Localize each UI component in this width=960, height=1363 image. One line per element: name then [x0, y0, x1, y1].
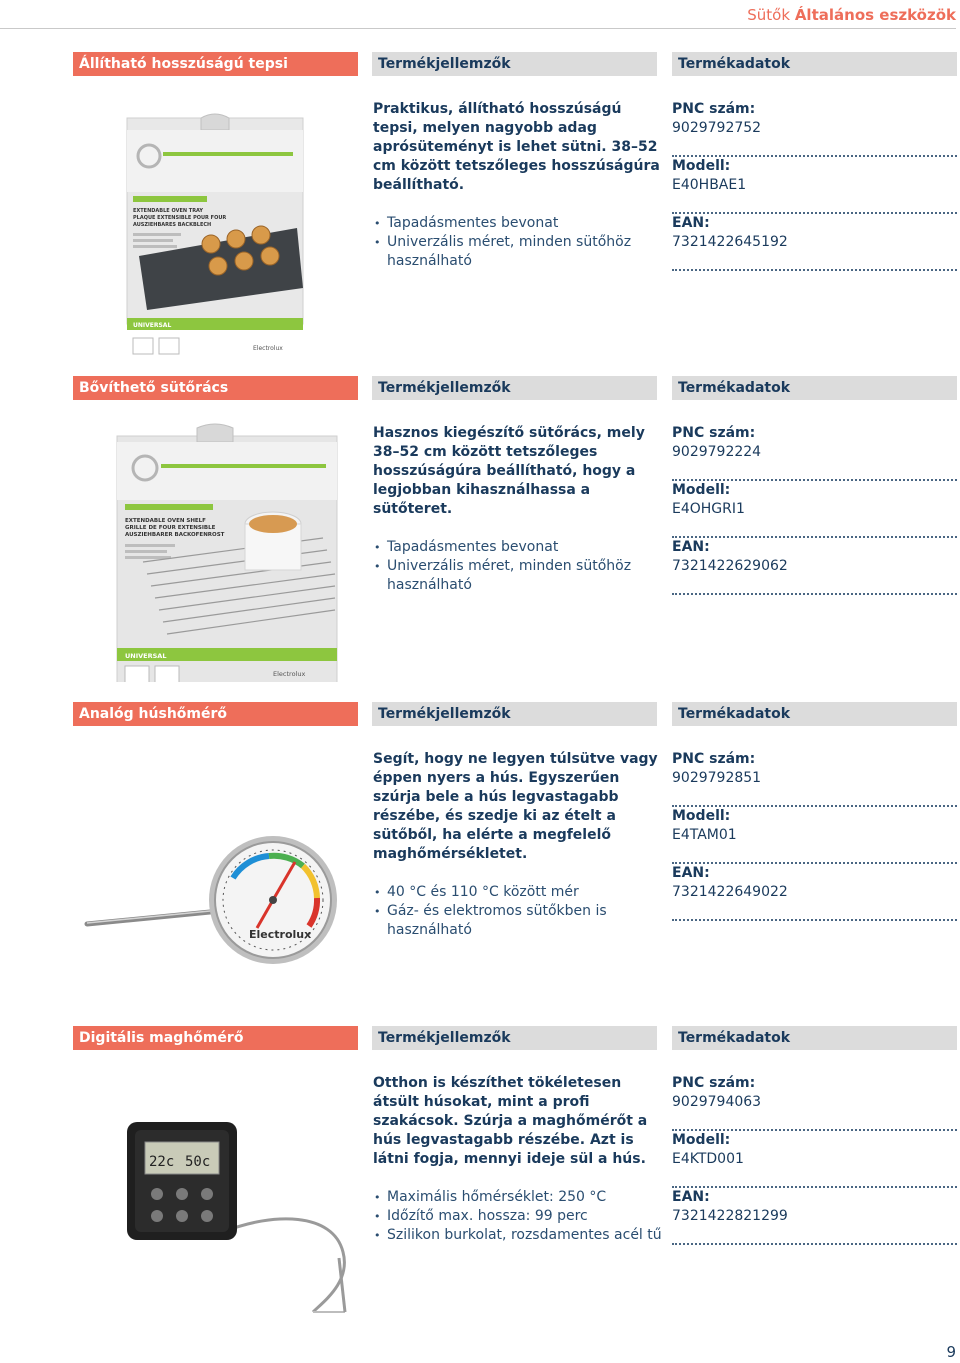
model-value: E4TAM01: [672, 827, 737, 843]
pnc-label: PNC szám:: [672, 425, 756, 441]
product-section-tray: [0, 52, 960, 372]
model-label: Modell:: [672, 158, 731, 174]
model-row: [672, 1131, 957, 1188]
features-heading: Termékjellemzők: [372, 702, 657, 726]
product-data: [672, 1074, 957, 1245]
product-image-tray: [73, 88, 358, 358]
page-header: [0, 0, 960, 30]
ean-value: 7321422821299: [672, 1208, 788, 1224]
ean-value: 7321422629062: [672, 558, 788, 574]
feature-item: • Tapadásmentes bevonat: [373, 538, 663, 557]
features-heading: Termékjellemzők: [372, 52, 657, 76]
pnc-value: 9029792224: [672, 444, 762, 460]
product-section-digital-thermometer: [0, 1026, 960, 1346]
svg-text:UNIVERSAL: UNIVERSAL: [125, 652, 167, 660]
model-row: [672, 807, 957, 864]
pnc-row: [672, 1074, 957, 1131]
pnc-row: [672, 100, 957, 157]
data-heading: Termékadatok: [672, 702, 957, 726]
ean-row: [672, 864, 957, 921]
header-subcategory: Általános eszközök: [794, 6, 956, 24]
model-row: [672, 157, 957, 214]
pnc-label: PNC szám:: [672, 751, 756, 767]
feature-item: • Gáz- és elektromos sütőkben is használható: [373, 902, 663, 940]
product-name: Állítható hosszúságú tepsi: [73, 52, 358, 76]
ean-row: [672, 538, 957, 595]
page-number: 9: [946, 1343, 956, 1361]
model-label: Modell:: [672, 808, 731, 824]
data-heading: Termékadatok: [672, 376, 957, 400]
product-image-digital-thermometer: [73, 1062, 358, 1332]
pnc-row: [672, 750, 957, 807]
feature-item: • 40 °C és 110 °C között mér: [373, 883, 663, 902]
ean-label: EAN:: [672, 215, 710, 231]
data-heading: Termékadatok: [672, 52, 957, 76]
features-text: [373, 750, 663, 940]
product-section-analog-thermometer: [0, 702, 960, 1022]
feature-item: • Szilikon burkolat, rozsdamentes acél tű: [373, 1226, 663, 1245]
pnc-value: 9029794063: [672, 1094, 762, 1110]
svg-text:50c: 50c: [185, 1154, 211, 1170]
header-category: Sütők: [747, 6, 791, 24]
svg-text:UNIVERSAL: UNIVERSAL: [133, 322, 172, 329]
product-image-analog-thermometer: [73, 738, 358, 1008]
product-name: Bővíthető sütőrács: [73, 376, 358, 400]
header-rule: [0, 28, 956, 29]
ean-value: 7321422649022: [672, 884, 788, 900]
svg-text:Electrolux: Electrolux: [253, 345, 283, 352]
feature-list: [373, 538, 663, 595]
feature-list: [373, 214, 663, 271]
svg-text:AUSZIEHBARER BACKOFENROST: AUSZIEHBARER BACKOFENROST: [125, 532, 225, 538]
feature-item: • Maximális hőmérséklet: 250 °C: [373, 1188, 663, 1207]
product-description: Otthon is készíthet tökéletesen átsült húsokat, mint a profi szakácsok. Szúrja a maghőmérőt a hús legvastagabb részébe. Azt is látni fogja, mennyi ideje sül a hús.: [373, 1075, 648, 1167]
product-name: Digitális maghőmérő: [73, 1026, 358, 1050]
features-text: [373, 424, 663, 595]
pnc-value: 9029792752: [672, 120, 762, 136]
data-heading: Termékadatok: [672, 1026, 957, 1050]
header-title: [747, 6, 956, 24]
svg-text:AUSZIEHBARES BACKBLECH: AUSZIEHBARES BACKBLECH: [133, 222, 212, 228]
product-description: Segít, hogy ne legyen túlsütve vagy éppen nyers a hús. Egyszerűen szúrja bele a hús legvastagabb részébe, és szedje ki az ételt a sütőből, ha elérte a megfelelő maghőmérsékletet.: [373, 751, 658, 862]
model-value: E4OHGRI1: [672, 501, 745, 517]
features-text: [373, 100, 663, 271]
svg-text:EXTENDABLE OVEN TRAY: EXTENDABLE OVEN TRAY: [133, 208, 204, 214]
product-description: Hasznos kiegészítő sütőrács, mely 38–52 cm között tetszőleges hosszúságúra beállítható, hogy a legjobban kihasználhassa a sütőteret.: [373, 425, 645, 517]
model-value: E40HBAE1: [672, 177, 747, 193]
product-image-shelf: [73, 412, 358, 682]
ean-label: EAN:: [672, 539, 710, 555]
model-label: Modell:: [672, 1132, 731, 1148]
product-data: [672, 424, 957, 595]
feature-list: [373, 1188, 663, 1245]
ean-value: 7321422645192: [672, 234, 788, 250]
pnc-label: PNC szám:: [672, 101, 756, 117]
svg-text:PLAQUE EXTENSIBLE POUR FOUR: PLAQUE EXTENSIBLE POUR FOUR: [133, 215, 227, 221]
feature-item: • Tapadásmentes bevonat: [373, 214, 663, 233]
product-data: [672, 100, 957, 271]
feature-item: • Időzítő max. hossza: 99 perc: [373, 1207, 663, 1226]
pnc-row: [672, 424, 957, 481]
ean-row: [672, 214, 957, 271]
ean-label: EAN:: [672, 1189, 710, 1205]
feature-item: • Univerzális méret, minden sütőhöz használható: [373, 557, 663, 595]
pnc-label: PNC szám:: [672, 1075, 756, 1091]
model-row: [672, 481, 957, 538]
product-section-shelf: [0, 376, 960, 696]
svg-text:Electrolux: Electrolux: [273, 670, 306, 678]
svg-text:GRILLE DE FOUR EXTENSIBLE: GRILLE DE FOUR EXTENSIBLE: [125, 525, 216, 531]
model-value: E4KTD001: [672, 1151, 744, 1167]
svg-text:Electrolux: Electrolux: [249, 928, 312, 941]
product-name: Analóg húshőmérő: [73, 702, 358, 726]
svg-text:22c: 22c: [149, 1154, 175, 1170]
pnc-value: 9029792851: [672, 770, 762, 786]
feature-item: • Univerzális méret, minden sütőhöz használható: [373, 233, 663, 271]
features-heading: Termékjellemzők: [372, 1026, 657, 1050]
svg-text:EXTENDABLE OVEN SHELF: EXTENDABLE OVEN SHELF: [125, 518, 206, 524]
model-label: Modell:: [672, 482, 731, 498]
product-data: [672, 750, 957, 921]
feature-list: [373, 883, 663, 940]
features-heading: Termékjellemzők: [372, 376, 657, 400]
product-description: Praktikus, állítható hosszúságú tepsi, melyen nagyobb adag aprósüteményt is lehet sütni. 38–52 cm között tetszőleges hosszúságúra beállítható.: [373, 101, 660, 193]
ean-label: EAN:: [672, 865, 710, 881]
ean-row: [672, 1188, 957, 1245]
features-text: [373, 1074, 663, 1245]
